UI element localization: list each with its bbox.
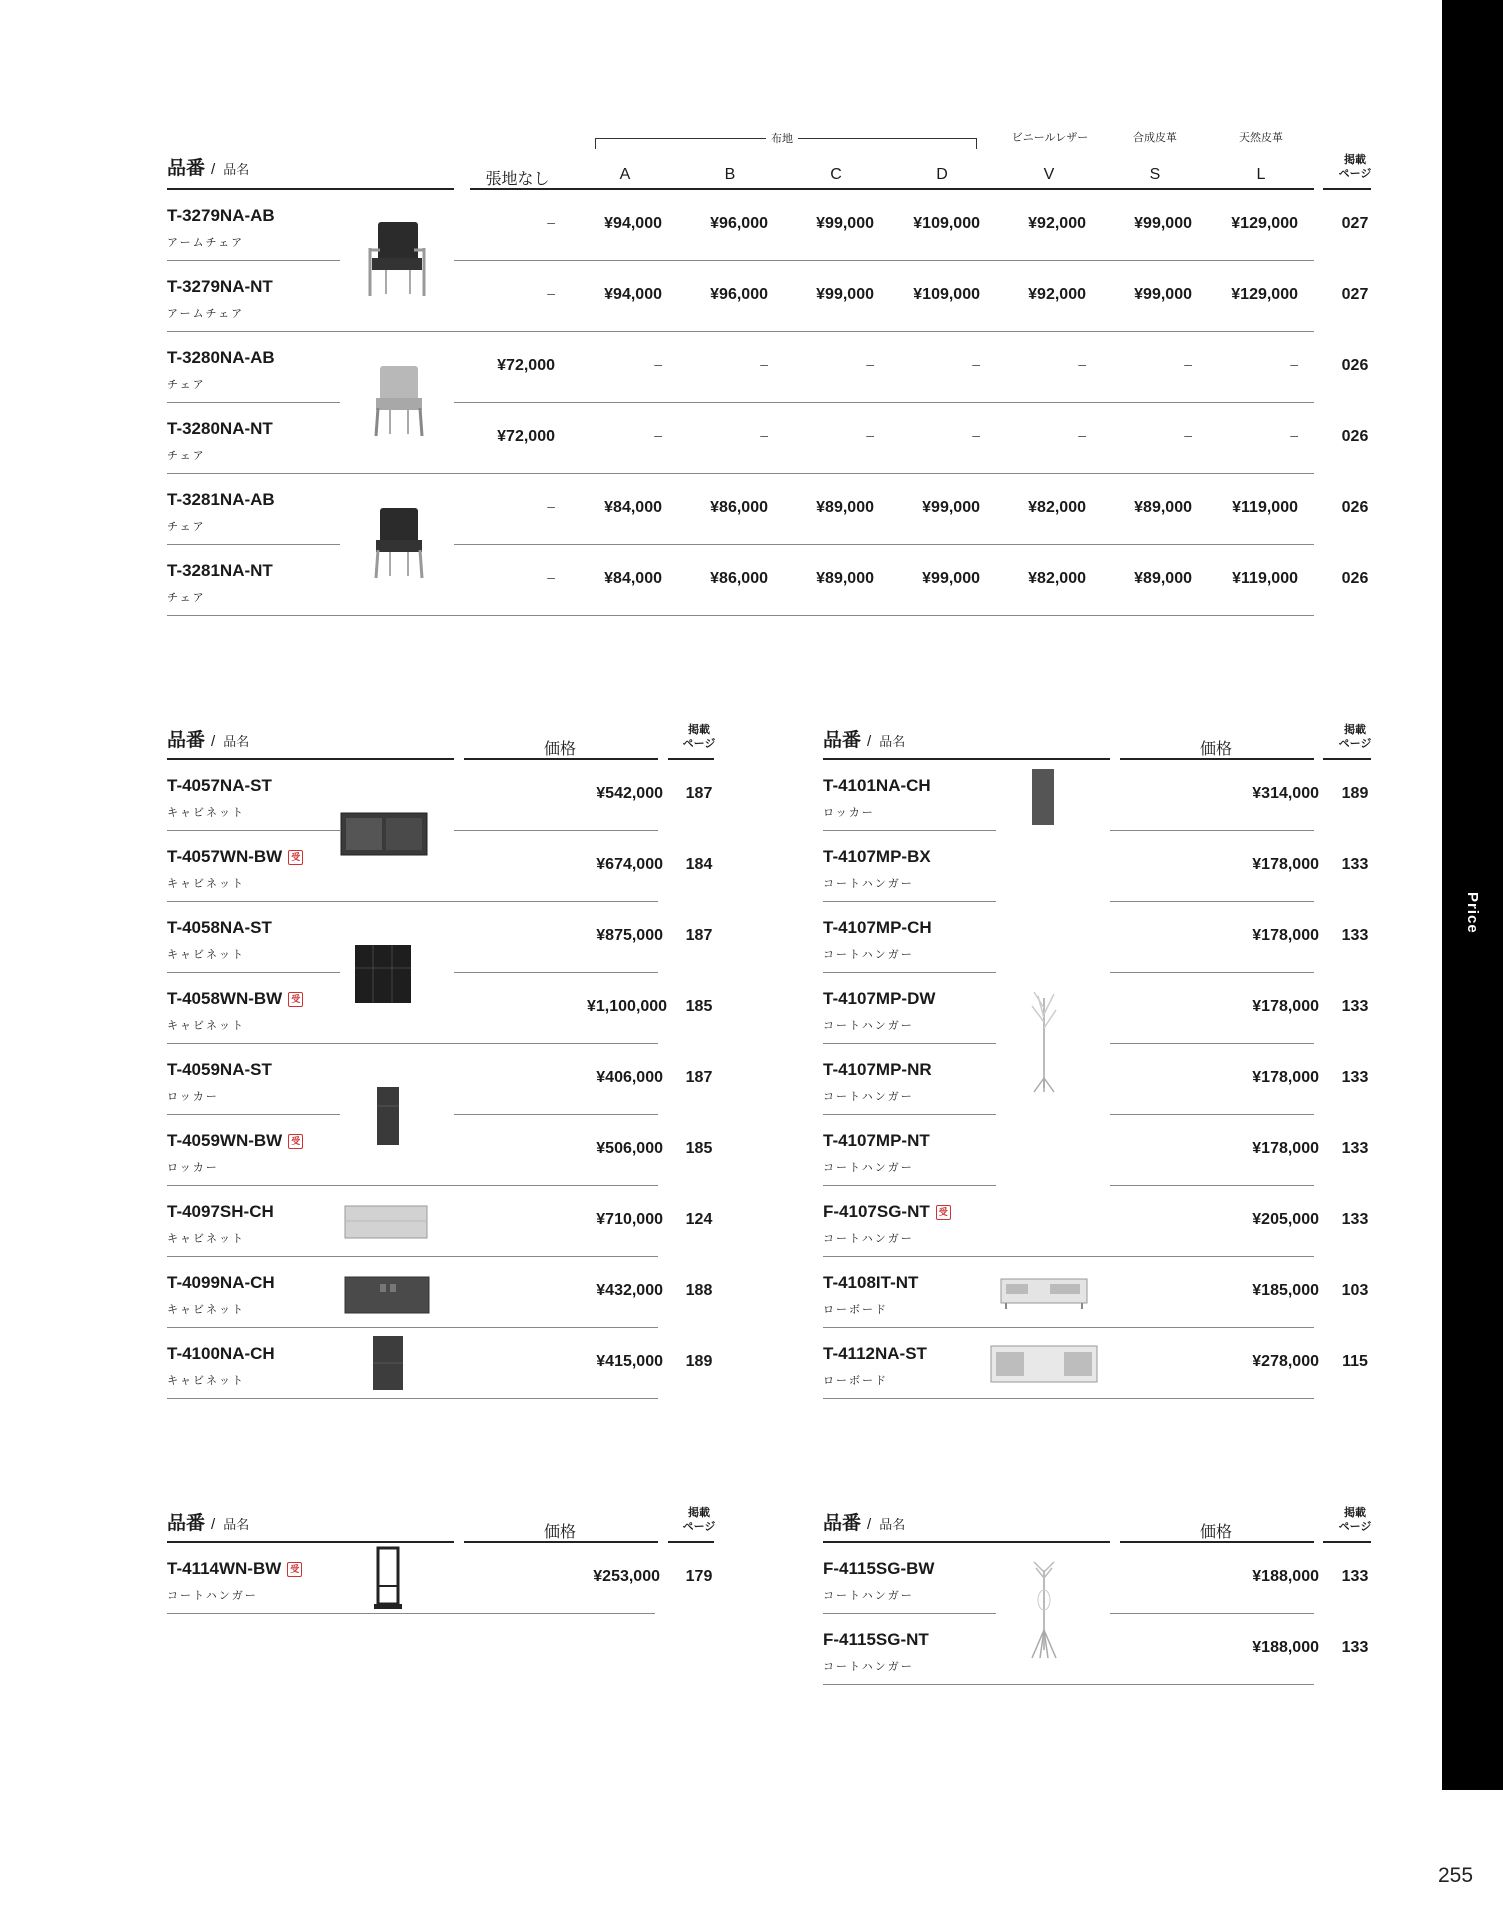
- price-value: ¥710,000: [596, 1211, 663, 1228]
- product-code: T-3281NA-NT: [167, 561, 273, 580]
- product-code: T-4100NA-CH: [167, 1344, 275, 1363]
- page-ref: 133: [1341, 1211, 1369, 1228]
- fabric-group-label: 布地: [766, 130, 798, 146]
- header-page: 掲載 ページ: [1338, 724, 1372, 750]
- page-ref: 179: [685, 1568, 713, 1585]
- header-page: 掲載 ページ: [1338, 154, 1372, 180]
- price-value: ¥188,000: [1252, 1639, 1319, 1656]
- header-page: 掲載 ページ: [682, 1507, 716, 1533]
- price-value: ¥314,000: [1252, 785, 1319, 802]
- made-to-order-badge: 受: [936, 1205, 951, 1220]
- product-name: コートハンガー: [823, 949, 914, 961]
- header-part-number: 品番 / 品名: [167, 1513, 250, 1534]
- header-col-a: A: [619, 166, 631, 183]
- page-ref: 188: [685, 1282, 713, 1299]
- product-code: F-4115SG-BW: [823, 1559, 935, 1578]
- product-name: キャビネット: [167, 949, 245, 961]
- page-ref: 185: [685, 998, 713, 1015]
- price-value: ¥205,000: [1252, 1211, 1319, 1228]
- header-col-s: S: [1149, 166, 1161, 183]
- product-name: チェア: [167, 521, 206, 533]
- product-name: コートハンガー: [823, 1162, 914, 1174]
- price-value: ¥875,000: [596, 927, 663, 944]
- product-name: キャビネット: [167, 1304, 245, 1316]
- page-ref: 115: [1342, 1353, 1368, 1370]
- header-price: 価格: [1199, 1524, 1232, 1541]
- price-value: ¥542,000: [596, 785, 663, 802]
- product-code: T-3279NA-NT: [167, 277, 273, 296]
- product-name: コートハンガー: [823, 878, 914, 890]
- product-code: T-3280NA-AB: [167, 348, 275, 367]
- price-value: ¥432,000: [596, 1282, 663, 1299]
- product-name: キャビネット: [167, 1375, 245, 1387]
- header-col-b: B: [724, 166, 736, 183]
- product-name: コートハンガー: [823, 1661, 914, 1673]
- page-ref: 133: [1341, 998, 1369, 1015]
- header-page: 掲載 ページ: [1338, 1507, 1372, 1533]
- product-code: F-4115SG-NT: [823, 1630, 929, 1649]
- product-code: T-4107MP-DW: [823, 989, 936, 1008]
- page-ref: 133: [1341, 1069, 1369, 1086]
- page-ref: 187: [685, 1069, 713, 1086]
- price-value: ¥415,000: [596, 1353, 663, 1370]
- page-ref: 103: [1341, 1282, 1369, 1299]
- product-name: ロッカー: [823, 807, 875, 819]
- price-value: ¥1,100,000: [587, 998, 668, 1015]
- product-code: T-4108IT-NT: [823, 1273, 919, 1292]
- product-name: アームチェア: [167, 237, 245, 249]
- product-code: T-4058WN-BW 受: [167, 989, 303, 1009]
- product-name: コートハンガー: [823, 1590, 914, 1602]
- product-code: T-4099NA-CH: [167, 1273, 275, 1292]
- header-price: 価格: [543, 1524, 576, 1541]
- product-name: チェア: [167, 379, 206, 391]
- product-name: ローボード: [823, 1304, 888, 1316]
- product-code: T-4107MP-NT: [823, 1131, 930, 1150]
- page-ref: 189: [1341, 785, 1369, 802]
- page-number: 255: [1438, 1864, 1474, 1887]
- header-part-number: 品番 / 品名: [167, 730, 250, 751]
- product-code: T-4058NA-ST: [167, 918, 272, 937]
- page-ref: 124: [685, 1211, 713, 1228]
- price-value: ¥178,000: [1252, 856, 1319, 873]
- product-code: T-4057NA-ST: [167, 776, 272, 795]
- header-col-l: L: [1256, 166, 1266, 183]
- page-ref: 187: [685, 927, 713, 944]
- price-value: ¥188,000: [1252, 1568, 1319, 1585]
- product-code: F-4107SG-NT 受: [823, 1202, 951, 1222]
- product-code: T-4114WN-BW 受: [167, 1559, 302, 1579]
- product-name: ロッカー: [167, 1091, 219, 1103]
- header-col-d: D: [936, 166, 948, 183]
- made-to-order-badge: 受: [288, 850, 303, 865]
- product-code: T-4107MP-CH: [823, 918, 932, 937]
- price-value: ¥178,000: [1252, 998, 1319, 1015]
- product-code: T-4059NA-ST: [167, 1060, 272, 1079]
- page-ref: 184: [685, 856, 713, 873]
- product-code: T-4107MP-BX: [823, 847, 931, 866]
- price-value: ¥178,000: [1252, 927, 1319, 944]
- header-part-number: 品番 / 品名: [823, 1513, 906, 1534]
- product-code: T-4101NA-CH: [823, 776, 931, 795]
- header-no-upholstery: 張地なし: [485, 171, 550, 188]
- sidebar-label: Price: [1464, 892, 1481, 934]
- made-to-order-badge: 受: [287, 1562, 302, 1577]
- made-to-order-badge: 受: [288, 992, 303, 1007]
- price-value: ¥253,000: [593, 1568, 660, 1585]
- upholstery-price-table: 布地 ビニールレザー 合成皮革 天然皮革 品番 / 品名 張地なし A B C D V S L 掲載 ページ T-3279NA-AB アームチェア – ¥94,000 ¥96,000 ¥99,000 ¥109,000 ¥92,000 ¥99,000 ¥129,000 027 T-3279NA-NT アームチェア – ¥94,000 ¥96,000 ¥99,000 ¥109,000 ¥92,000 ¥99,000 ¥129,000 027 T-3280NA-AB チェア ¥72,000 – – – – – – – 026 T-3280NA-NT チェア ¥72,000 – – – – – – – 026 T-3281NA-AB チェア – ¥84,000 ¥86,000 ¥89,000 ¥99,000 ¥82,000 ¥89,000 ¥119,000 026 T-3281NA-NT チェア – ¥84,000 ¥86,000 ¥89,000 ¥99,000 ¥82,000 ¥89,000 ¥119,000 026: [0, 0, 1440, 640]
- header-part-number: 品番 / 品名: [167, 158, 250, 179]
- coat-hanger-image: [1028, 1560, 1060, 1660]
- header-price: 価格: [543, 741, 576, 758]
- header-page: 掲載 ページ: [682, 724, 716, 750]
- product-name: コートハンガー: [167, 1590, 258, 1602]
- product-name: コートハンガー: [823, 1233, 914, 1245]
- page-ref: 185: [685, 1140, 713, 1157]
- price-value: ¥506,000: [596, 1140, 663, 1157]
- header-price: 価格: [1199, 741, 1232, 758]
- product-name: キャビネット: [167, 807, 245, 819]
- header-rule: [1120, 1541, 1314, 1543]
- price-value: ¥278,000: [1252, 1353, 1319, 1370]
- header-col-v: V: [1043, 166, 1055, 183]
- header-col-c: C: [830, 166, 842, 183]
- product-code: T-3279NA-AB: [167, 206, 275, 225]
- made-to-order-badge: 受: [288, 1134, 303, 1149]
- product-name: アームチェア: [167, 308, 245, 320]
- product-code: T-4059WN-BW 受: [167, 1131, 303, 1151]
- product-code: T-4107MP-NR: [823, 1060, 932, 1079]
- price-value: ¥178,000: [1252, 1140, 1319, 1157]
- product-code: T-3280NA-NT: [167, 419, 273, 438]
- product-name: チェア: [167, 592, 206, 604]
- price-value: ¥178,000: [1252, 1069, 1319, 1086]
- header-part-number: 品番 / 品名: [823, 730, 906, 751]
- product-name: ロッカー: [167, 1162, 219, 1174]
- product-code: T-3281NA-AB: [167, 490, 275, 509]
- vinyl-label: ビニールレザー: [1011, 132, 1089, 144]
- price-value: ¥406,000: [596, 1069, 663, 1086]
- price-value: ¥674,000: [596, 856, 663, 873]
- page-ref: 133: [1341, 1140, 1369, 1157]
- page-ref: 133: [1341, 927, 1369, 944]
- product-code: T-4097SH-CH: [167, 1202, 274, 1221]
- product-name: キャビネット: [167, 1020, 245, 1032]
- page-ref: 133: [1341, 856, 1369, 873]
- product-code: T-4112NA-ST: [823, 1344, 927, 1363]
- header-rule: [823, 1541, 1110, 1543]
- product-name: キャビネット: [167, 1233, 245, 1245]
- page-ref: 187: [685, 785, 713, 802]
- product-name: コートハンガー: [823, 1020, 914, 1032]
- page-ref: 133: [1341, 1568, 1369, 1585]
- product-name: キャビネット: [167, 878, 245, 890]
- price-value: ¥185,000: [1252, 1282, 1319, 1299]
- product-name: チェア: [167, 450, 206, 462]
- natural-leather-label: 天然皮革: [1239, 132, 1283, 144]
- page-ref: 189: [685, 1353, 713, 1370]
- header-rule: [1323, 1541, 1371, 1543]
- product-name: ローボード: [823, 1375, 888, 1387]
- product-code: T-4057WN-BW 受: [167, 847, 303, 867]
- product-name: コートハンガー: [823, 1091, 914, 1103]
- page-ref: 133: [1341, 1639, 1369, 1656]
- synthetic-leather-label: 合成皮革: [1133, 132, 1177, 144]
